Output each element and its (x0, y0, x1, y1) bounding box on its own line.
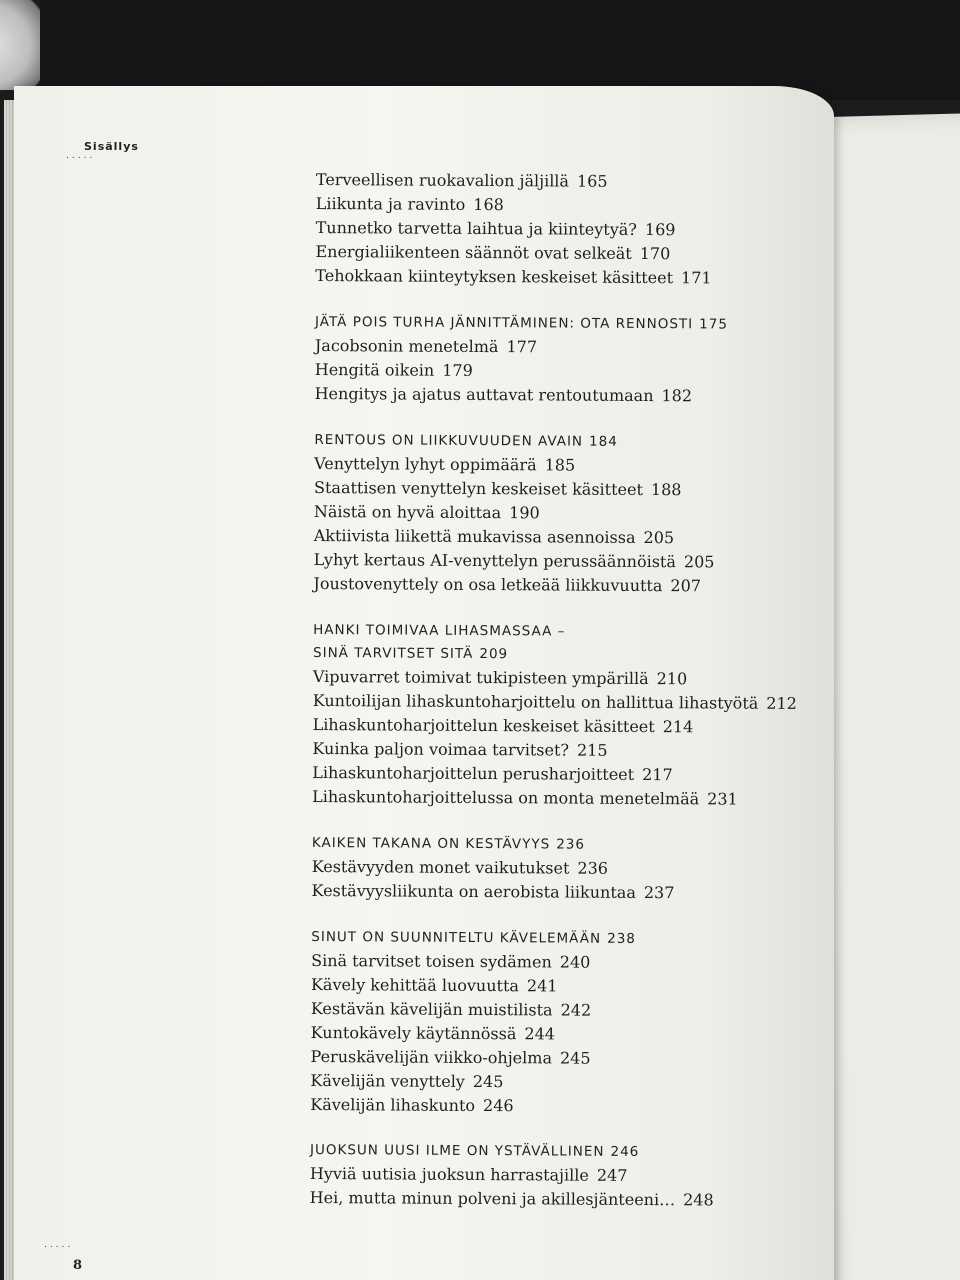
section-heading (312, 832, 782, 858)
section-gap (312, 809, 782, 835)
toc-entry (316, 192, 786, 219)
heading-title-line2: SINÄ TARVITSET SITÄ (312, 644, 474, 662)
toc-entry (310, 1069, 780, 1096)
toc-entry (310, 1186, 780, 1213)
toc-entry (315, 240, 785, 267)
entry-title: Kuntokävely käytännössä (310, 1022, 517, 1044)
entry-page: 165 (576, 171, 608, 191)
entry-title: Lihaskuntoharjoittelun perusharjoitteet (312, 762, 635, 784)
entry-title: Kuinka paljon voimaa tarvitset? (312, 738, 570, 760)
entry-page: 212 (766, 693, 797, 713)
background-surface (40, 0, 960, 100)
entry-page: 217 (642, 765, 673, 785)
entry-title: Tunnetko tarvetta laihtua ja kiinteytyä? (315, 217, 637, 239)
entry-page: 205 (643, 528, 675, 548)
toc-entry (311, 973, 781, 1000)
toc-entry (310, 1162, 780, 1189)
heading-page: 236 (556, 836, 586, 853)
entry-page: 177 (506, 337, 538, 357)
toc-entry (312, 737, 782, 764)
toc-entry (314, 476, 784, 503)
section-heading (310, 1139, 780, 1165)
entry-page: 207 (670, 576, 702, 596)
entry-page: 205 (683, 552, 715, 572)
heading-page: 209 (479, 646, 509, 663)
entry-page: 231 (707, 789, 738, 809)
entry-page: 210 (656, 669, 688, 689)
toc-entry (314, 500, 784, 527)
table-of-contents (309, 168, 797, 1213)
entry-page: 244 (524, 1024, 556, 1044)
section-gap (315, 288, 785, 314)
toc-entry (312, 855, 782, 882)
entry-title: Näistä on hyvä aloittaa (313, 501, 502, 523)
entry-page: 215 (576, 740, 608, 760)
entry-page: 246 (482, 1096, 514, 1116)
entry-page: 236 (577, 858, 609, 878)
entry-title: Vipuvarret toimivat tukipisteen ympärillä (312, 666, 649, 689)
running-header: Sisällys (84, 140, 139, 153)
toc-entry (313, 713, 783, 740)
section-heading (314, 429, 784, 455)
entry-page: 185 (544, 455, 576, 475)
entry-page: 171 (681, 268, 712, 288)
entry-title: Liikunta ja ravinto (315, 193, 466, 214)
toc-entry (311, 949, 781, 976)
header-dots: ..... (66, 151, 96, 161)
entry-page: 247 (596, 1165, 628, 1185)
entry-page: 190 (509, 503, 540, 523)
entry-page: 169 (644, 220, 676, 240)
toc-entry (310, 1093, 780, 1120)
toc-entry (312, 689, 797, 716)
toc-entry (316, 168, 786, 195)
toc-entry (314, 548, 784, 575)
heading-title: HANKI TOIMIVAA LIHASMASSAA – (313, 621, 566, 640)
entry-title: Terveellisen ruokavalion jäljillä (315, 169, 570, 191)
toc-entry (311, 997, 781, 1024)
entry-title: Lihaskuntoharjoittelussa on monta menetelmää (312, 786, 700, 809)
entry-title: Tehokkaan kiinteytyksen keskeiset käsitteet (315, 265, 674, 288)
entry-title: Kestävyysliikunta on aerobista liikuntaa (311, 880, 636, 902)
section-heading (313, 619, 783, 645)
toc-entry (315, 358, 785, 385)
entry-title: Venyttelyn lyhyt oppimäärä (314, 453, 537, 475)
entry-page: 245 (559, 1048, 591, 1068)
corner-object (0, 0, 40, 90)
section-gap (313, 596, 783, 622)
entry-page: 237 (643, 883, 675, 903)
heading-title: RENTOUS ON LIIKKUVUUDEN AVAIN (314, 431, 584, 450)
entry-title: Sinä tarvitset toisen sydämen (311, 950, 552, 972)
toc-entry (314, 524, 784, 551)
toc-entry (312, 761, 782, 788)
toc-entry (315, 264, 785, 291)
entry-page: 168 (473, 194, 504, 215)
entry-page: 240 (559, 952, 591, 972)
toc-entry (316, 216, 786, 243)
heading-page: 184 (589, 433, 618, 450)
entry-title: Kestävän kävelijän muistilista (310, 998, 553, 1020)
section-gap (310, 1117, 780, 1142)
entry-page: 179 (442, 360, 473, 380)
heading-page: 246 (610, 1143, 640, 1160)
entry-page: 245 (472, 1071, 504, 1092)
entry-page: 214 (662, 717, 694, 737)
entry-title: Lihaskuntoharjoittelun keskeiset käsitteet (312, 714, 655, 737)
entry-title: Peruskävelijän viikko-ohjelma (310, 1046, 553, 1068)
section-gap (314, 406, 784, 432)
entry-title: Hengitys ja ajatus auttavat rentoutumaan (314, 383, 654, 406)
footer-dots: ..... (44, 1240, 74, 1250)
entry-title: Hyviä uutisia juoksun harrastajille (309, 1163, 589, 1185)
entry-title: Energialiikenteen säännöt ovat selkeät (315, 241, 632, 263)
heading-title: KAIKEN TAKANA ON KESTÄVYYS (311, 834, 551, 853)
entry-title: Kuntoilijan lihaskuntoharjoittelu on hallittua lihastyötä (312, 690, 759, 713)
section-heading (315, 311, 785, 337)
heading-title: JÄTÄ POIS TURHA JÄNNITTÄMINEN: OTA RENNOSTI (315, 313, 694, 333)
entry-title: Joustovenyttely on osa letkeää liikkuvuutta (313, 573, 663, 596)
toc-entry (314, 452, 784, 479)
toc-entry (312, 785, 782, 812)
entry-page: 242 (560, 1000, 592, 1020)
toc-entry (315, 382, 785, 409)
entry-title: Kävelijän venyttely (310, 1070, 465, 1091)
section-gap (311, 903, 781, 929)
toc-entry (315, 334, 785, 361)
entry-title: Jacobsonin menetelmä (314, 335, 499, 357)
section-heading-line2 (313, 642, 783, 668)
entry-page: 182 (661, 386, 693, 406)
heading-title: JUOKSUN UUSI ILME ON YSTÄVÄLLINEN (309, 1141, 605, 1160)
entry-page: 241 (526, 976, 558, 996)
heading-page: 175 (699, 316, 729, 333)
entry-page: 248 (683, 1190, 714, 1210)
entry-page: 170 (639, 243, 671, 264)
toc-entry (311, 1021, 781, 1048)
entry-page: 188 (650, 480, 682, 500)
toc-entry (312, 879, 782, 906)
entry-title: Aktiivista liikettä mukavissa asennoissa (313, 525, 636, 547)
entry-title: Hengitä oikein (314, 359, 435, 380)
entry-title: Kävelijän lihaskunto (310, 1094, 476, 1115)
entry-title: Kävely kehittää luovuutta (310, 974, 520, 996)
toc-entry (313, 572, 783, 599)
toc-entry (310, 1045, 780, 1072)
entry-title: Kestävyyden monet vaikutukset (311, 856, 570, 878)
page-number: 8 (73, 1258, 83, 1273)
heading-page: 238 (607, 930, 636, 947)
entry-title: Hei, mutta minun polveni ja akillesjänteeni… (309, 1187, 676, 1210)
toc-entry (313, 665, 783, 692)
heading-title: SINUT ON SUUNNITELTU KÄVELEMÄÄN (311, 928, 602, 947)
entry-title: Lyhyt kertaus AI-venyttelyn perussäännöistä (313, 549, 677, 572)
entry-title: Staattisen venyttelyn keskeiset käsitteet (313, 477, 643, 500)
section-heading (311, 926, 781, 952)
